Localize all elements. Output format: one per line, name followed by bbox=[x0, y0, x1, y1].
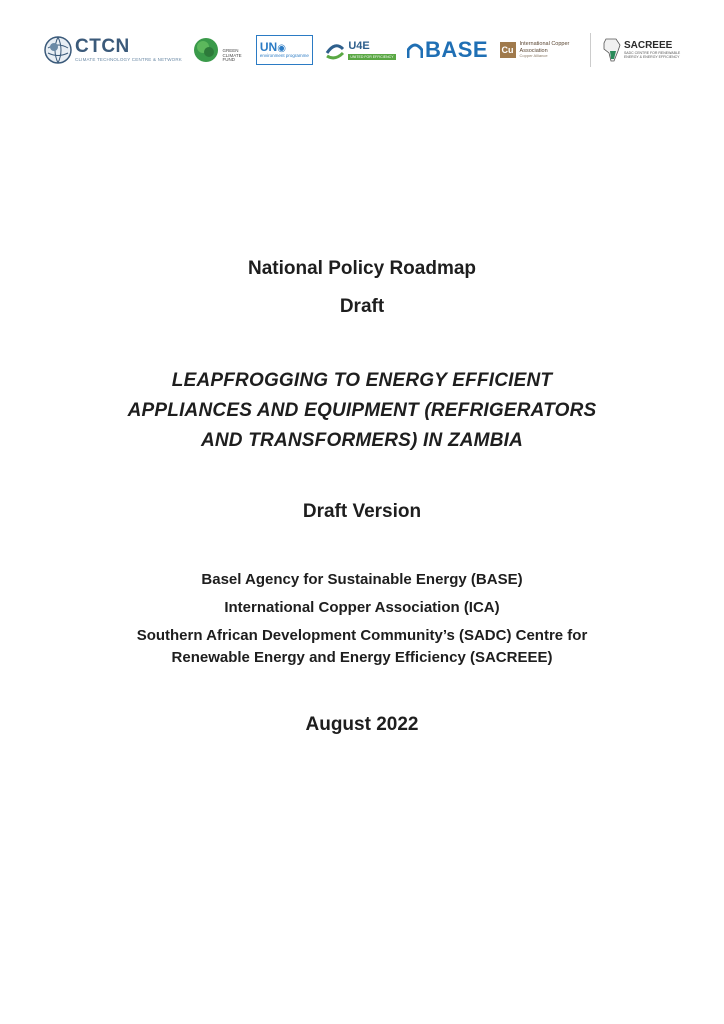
document-date: August 2022 bbox=[305, 714, 419, 735]
unep-subtitle: environment programme bbox=[259, 53, 309, 59]
document-title-line-3: AND TRANSFORMERS) IN ZAMBIA bbox=[200, 430, 524, 451]
document-title-line-2: APPLIANCES AND EQUIPMENT (REFRIGERATORS bbox=[127, 400, 597, 421]
organization-base: Basel Agency for Sustainable Energy (BASE) bbox=[201, 571, 523, 588]
ctcn-logo bbox=[44, 30, 182, 70]
organization-sadc-line-2: Renewable Energy and Energy Efficiency (SACREEE) bbox=[171, 649, 553, 666]
document-heading: National Policy Roadmap bbox=[247, 258, 477, 279]
organization-ica: International Copper Association (ICA) bbox=[224, 599, 500, 616]
document-status: Draft bbox=[339, 296, 385, 317]
u4e-tag: UNITED FOR EFFICIENCY bbox=[350, 54, 394, 59]
organization-sadc-line-1: Southern African Development Community’s (SADC) Centre for bbox=[136, 627, 588, 644]
sacreee-subtitle: SADC CENTRE FOR RENEWABLE ENERGY & ENERGY EFFICIENCY bbox=[623, 50, 681, 59]
ica-name: International Copper Association bbox=[519, 41, 570, 54]
unep-logo bbox=[256, 30, 313, 70]
ica-subtitle: Copper Alliance bbox=[519, 53, 548, 59]
base-arch-icon bbox=[407, 41, 423, 59]
sacreee-logo bbox=[602, 30, 684, 70]
copper-symbol-icon: Cu bbox=[500, 42, 516, 58]
ctcn-name: CTCN bbox=[75, 36, 130, 58]
base-logo bbox=[407, 30, 488, 70]
un-emblem-icon: ◉ bbox=[277, 43, 286, 55]
globe-icon bbox=[44, 36, 72, 64]
gcf-logo bbox=[193, 30, 244, 70]
gcf-caption: GREEN CLIMATE FUND bbox=[222, 47, 242, 63]
gcf-leaf-icon bbox=[193, 37, 219, 63]
u4e-name: U4E bbox=[348, 39, 370, 52]
sacreee-name: SACREEE bbox=[623, 39, 673, 51]
ctcn-subtitle: CLIMATE TECHNOLOGY CENTRE & NETWORK bbox=[75, 57, 183, 63]
ica-logo bbox=[500, 33, 591, 67]
unep-name: UN bbox=[259, 40, 278, 55]
base-name: BASE bbox=[424, 37, 489, 62]
document-version: Draft Version bbox=[302, 501, 422, 522]
partner-logo-strip bbox=[44, 28, 684, 72]
u4e-logo bbox=[324, 30, 395, 70]
document-title-line-1: LEAPFROGGING TO ENERGY EFFICIENT bbox=[171, 370, 553, 391]
africa-map-icon bbox=[602, 37, 622, 63]
u4e-swirl-icon bbox=[324, 39, 346, 61]
